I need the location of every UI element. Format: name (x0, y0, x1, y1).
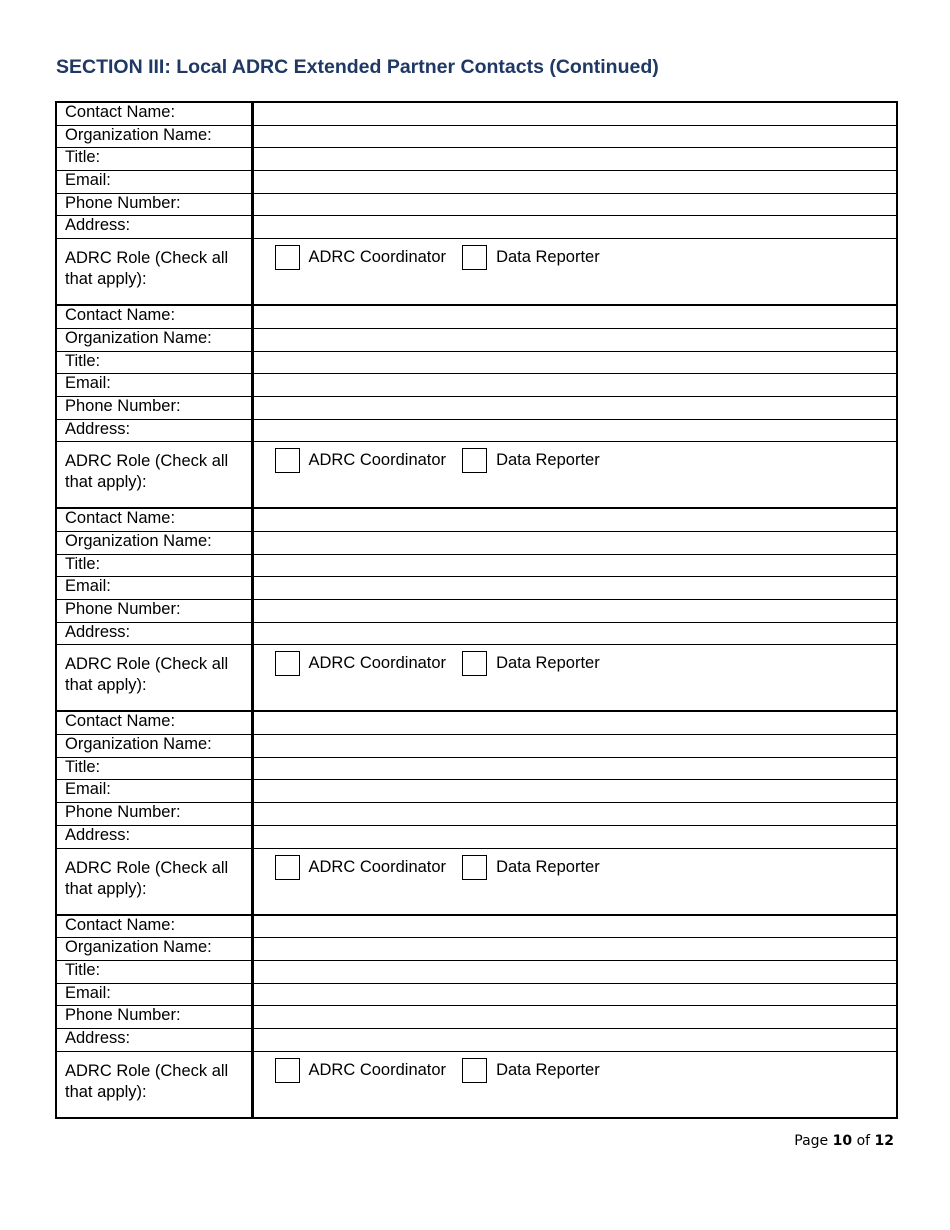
phone-number-field[interactable] (252, 803, 897, 826)
address-label: Address: (56, 825, 252, 848)
phone-number-label: Phone Number: (56, 803, 252, 826)
adrc-role-row (56, 645, 897, 712)
data-reporter-checkbox[interactable] (462, 448, 487, 473)
section-title: SECTION III: Local ADRC Extended Partner Contacts (Continued) (56, 56, 659, 78)
organization-name-label: Organization Name: (56, 735, 252, 758)
contact-name-field[interactable] (252, 915, 897, 938)
data-reporter-label: Data Reporter (496, 1060, 600, 1079)
title-row (56, 554, 897, 577)
title-label: Title: (56, 960, 252, 983)
email-row (56, 374, 897, 397)
title-field[interactable] (252, 148, 897, 171)
phone-number-field[interactable] (252, 600, 897, 623)
total-page-count: 12 (874, 1133, 894, 1149)
address-row (56, 419, 897, 442)
contact-name-label: Contact Name: (56, 508, 252, 531)
title-label: Title: (56, 351, 252, 374)
data-reporter-checkbox[interactable] (462, 1058, 487, 1083)
title-field[interactable] (252, 351, 897, 374)
address-field[interactable] (252, 216, 897, 239)
phone-number-label: Phone Number: (56, 600, 252, 623)
adrc-role-label: ADRC Role (Check all that apply): (56, 848, 252, 915)
title-row (56, 351, 897, 374)
adrc-coordinator-label: ADRC Coordinator (308, 654, 447, 673)
phone-number-label: Phone Number: (56, 396, 252, 419)
adrc-role-options (252, 645, 897, 712)
email-label: Email: (56, 374, 252, 397)
title-label: Title: (56, 148, 252, 171)
title-label: Title: (56, 554, 252, 577)
adrc-coordinator-label: ADRC Coordinator (308, 451, 447, 470)
phone-number-row (56, 193, 897, 216)
email-row (56, 780, 897, 803)
phone-number-row (56, 396, 897, 419)
adrc-role-options (252, 1051, 897, 1118)
contact-name-label: Contact Name: (56, 102, 252, 125)
contacts-table (55, 101, 898, 1119)
adrc-role-label: ADRC Role (Check all that apply): (56, 442, 252, 509)
email-field[interactable] (252, 577, 897, 600)
adrc-role-options (252, 848, 897, 915)
adrc-role-options (252, 239, 897, 306)
title-row (56, 757, 897, 780)
email-field[interactable] (252, 374, 897, 397)
data-reporter-label: Data Reporter (496, 857, 600, 876)
adrc-role-row (56, 1051, 897, 1118)
adrc-role-row (56, 239, 897, 306)
data-reporter-checkbox[interactable] (462, 855, 487, 880)
adrc-role-row (56, 848, 897, 915)
adrc-role-label: ADRC Role (Check all that apply): (56, 1051, 252, 1118)
organization-name-label: Organization Name: (56, 328, 252, 351)
contact-name-row (56, 508, 897, 531)
title-row (56, 960, 897, 983)
adrc-role-label: ADRC Role (Check all that apply): (56, 239, 252, 306)
address-field[interactable] (252, 622, 897, 645)
contact-name-row (56, 305, 897, 328)
data-reporter-checkbox[interactable] (462, 245, 487, 270)
contact-name-label: Contact Name: (56, 305, 252, 328)
address-row (56, 622, 897, 645)
organization-name-field[interactable] (252, 531, 897, 554)
organization-name-label: Organization Name: (56, 125, 252, 148)
address-label: Address: (56, 622, 252, 645)
data-reporter-label: Data Reporter (496, 451, 600, 470)
phone-number-row (56, 803, 897, 826)
email-row (56, 171, 897, 194)
address-field[interactable] (252, 825, 897, 848)
address-row (56, 1028, 897, 1051)
address-label: Address: (56, 216, 252, 239)
phone-number-label: Phone Number: (56, 193, 252, 216)
data-reporter-label: Data Reporter (496, 654, 600, 673)
page-number (794, 1133, 894, 1149)
adrc-role-options (252, 442, 897, 509)
email-field[interactable] (252, 780, 897, 803)
organization-name-row (56, 125, 897, 148)
title-field[interactable] (252, 960, 897, 983)
adrc-role-label: ADRC Role (Check all that apply): (56, 645, 252, 712)
adrc-coordinator-checkbox[interactable] (275, 448, 300, 473)
organization-name-field[interactable] (252, 735, 897, 758)
contact-name-row (56, 915, 897, 938)
phone-number-field[interactable] (252, 193, 897, 216)
address-row (56, 216, 897, 239)
title-field[interactable] (252, 757, 897, 780)
address-field[interactable] (252, 419, 897, 442)
organization-name-label: Organization Name: (56, 531, 252, 554)
contact-name-row (56, 102, 897, 125)
title-row (56, 148, 897, 171)
data-reporter-checkbox[interactable] (462, 651, 487, 676)
contact-name-field[interactable] (252, 305, 897, 328)
address-label: Address: (56, 419, 252, 442)
email-label: Email: (56, 780, 252, 803)
adrc-coordinator-checkbox[interactable] (275, 855, 300, 880)
adrc-coordinator-label: ADRC Coordinator (308, 1060, 447, 1079)
email-label: Email: (56, 577, 252, 600)
email-label: Email: (56, 171, 252, 194)
phone-number-field[interactable] (252, 396, 897, 419)
organization-name-label: Organization Name: (56, 938, 252, 961)
title-field[interactable] (252, 554, 897, 577)
contact-name-field[interactable] (252, 508, 897, 531)
organization-name-field[interactable] (252, 125, 897, 148)
page-word: Page (794, 1133, 829, 1149)
adrc-coordinator-checkbox[interactable] (275, 651, 300, 676)
adrc-coordinator-checkbox[interactable] (275, 245, 300, 270)
organization-name-row (56, 938, 897, 961)
contact-name-label: Contact Name: (56, 915, 252, 938)
email-label: Email: (56, 983, 252, 1006)
email-field[interactable] (252, 171, 897, 194)
adrc-coordinator-label: ADRC Coordinator (308, 248, 447, 267)
email-row (56, 983, 897, 1006)
contact-name-row (56, 711, 897, 734)
adrc-role-row (56, 442, 897, 509)
address-field[interactable] (252, 1028, 897, 1051)
organization-name-field[interactable] (252, 328, 897, 351)
email-field[interactable] (252, 983, 897, 1006)
adrc-coordinator-checkbox[interactable] (275, 1058, 300, 1083)
of-word: of (856, 1133, 871, 1149)
organization-name-row (56, 328, 897, 351)
data-reporter-label: Data Reporter (496, 248, 600, 267)
contact-name-label: Contact Name: (56, 711, 252, 734)
address-label: Address: (56, 1028, 252, 1051)
phone-number-field[interactable] (252, 1006, 897, 1029)
organization-name-row (56, 531, 897, 554)
organization-name-field[interactable] (252, 938, 897, 961)
contact-name-field[interactable] (252, 102, 897, 125)
adrc-coordinator-label: ADRC Coordinator (308, 857, 447, 876)
phone-number-label: Phone Number: (56, 1006, 252, 1029)
phone-number-row (56, 1006, 897, 1029)
organization-name-row (56, 735, 897, 758)
contact-name-field[interactable] (252, 711, 897, 734)
phone-number-row (56, 600, 897, 623)
address-row (56, 825, 897, 848)
title-label: Title: (56, 757, 252, 780)
current-page-number: 10 (832, 1133, 853, 1149)
email-row (56, 577, 897, 600)
